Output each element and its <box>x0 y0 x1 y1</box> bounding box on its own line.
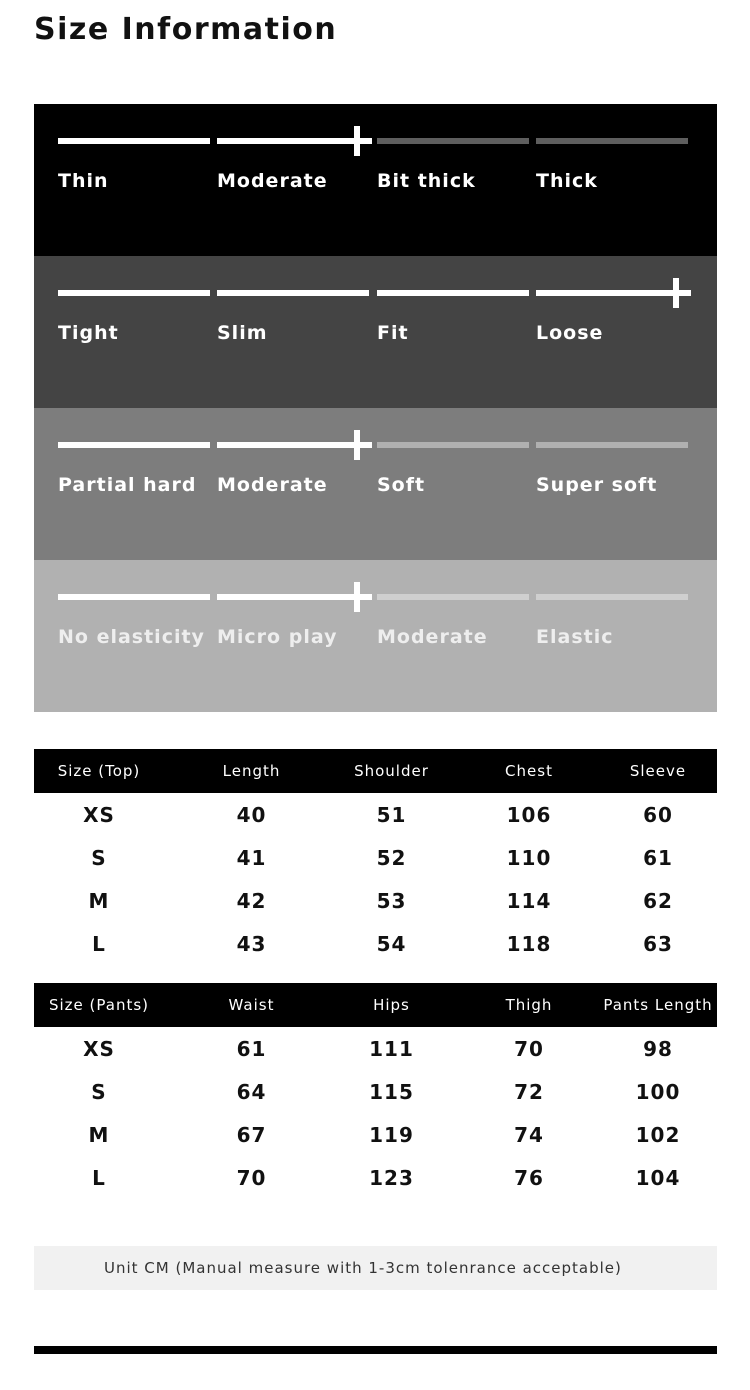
table-cell: 51 <box>376 802 407 827</box>
fabric-attributes-panel <box>34 104 717 712</box>
table-cell: S <box>91 845 107 870</box>
header-cell: Pants Length <box>603 996 713 1014</box>
table-cell: 123 <box>369 1165 414 1190</box>
option-label: Loose <box>536 322 604 344</box>
table-cell: 61 <box>643 845 673 870</box>
option-label: Slim <box>217 322 268 344</box>
table-cell: 110 <box>506 845 552 870</box>
header-cell: Size (Pants) <box>48 996 150 1014</box>
table-cell: M <box>88 888 110 913</box>
table-cell: 52 <box>376 845 407 870</box>
table-cell: 60 <box>643 802 673 827</box>
fit-option-slim <box>217 256 369 408</box>
table-cell: 98 <box>643 1036 673 1061</box>
option-label: Thick <box>536 170 598 192</box>
table-cell: 41 <box>236 845 267 870</box>
table-cell: 102 <box>635 1122 681 1147</box>
option-label: Soft <box>377 474 426 496</box>
scale-bar <box>536 594 688 600</box>
elasticity-option-elastic <box>536 560 688 712</box>
header-cell: Shoulder <box>354 762 429 780</box>
softness-option-soft <box>377 408 529 560</box>
table-cell: 54 <box>376 931 407 956</box>
table-cell: 100 <box>635 1079 681 1104</box>
scale-bar <box>536 442 688 448</box>
table-cell: 63 <box>643 931 673 956</box>
table-cell: 118 <box>506 931 552 956</box>
thickness-option-bit-thick <box>377 104 529 256</box>
option-label: Moderate <box>377 626 488 648</box>
fit-option-fit <box>377 256 529 408</box>
thickness-option-moderate <box>217 104 369 256</box>
table-header <box>34 749 717 793</box>
divider <box>34 1346 717 1354</box>
table-cell: S <box>91 1079 107 1104</box>
fit-option-tight <box>58 256 210 408</box>
softness-option-super-soft <box>536 408 688 560</box>
table-row <box>34 1156 717 1199</box>
scale-bar <box>58 442 210 448</box>
table-cell: 115 <box>369 1079 414 1104</box>
elasticity-row <box>34 560 717 712</box>
selected-marker-icon <box>342 126 372 156</box>
table-row <box>34 922 717 965</box>
option-label: Moderate <box>217 474 328 496</box>
thickness-option-thin <box>58 104 210 256</box>
table-cell: 74 <box>514 1122 544 1147</box>
selected-marker-icon <box>342 430 372 460</box>
elasticity-option-micro-play <box>217 560 369 712</box>
table-cell: 42 <box>236 888 267 913</box>
header-cell: Hips <box>373 996 410 1014</box>
scale-bar <box>217 290 369 296</box>
table-cell: 76 <box>514 1165 544 1190</box>
selected-marker-icon <box>661 278 691 308</box>
table-cell: 111 <box>369 1036 414 1061</box>
table-cell: L <box>92 931 106 956</box>
header-cell: Thigh <box>505 996 553 1014</box>
table-header <box>34 983 717 1027</box>
table-cell: L <box>92 1165 106 1190</box>
top-size-table <box>34 749 717 965</box>
option-label: Partial hard <box>58 474 197 496</box>
softness-option-partial-hard <box>58 408 210 560</box>
option-label: Fit <box>377 322 409 344</box>
scale-bar <box>377 442 529 448</box>
table-row <box>34 1113 717 1156</box>
table-cell: 67 <box>236 1122 267 1147</box>
scale-bar <box>536 138 688 144</box>
selected-marker-icon <box>342 582 372 612</box>
measurement-note <box>34 1246 717 1290</box>
table-cell: 61 <box>236 1036 267 1061</box>
option-label: Thin <box>58 170 109 192</box>
header-cell: Length <box>222 762 281 780</box>
page-title: Size Information <box>34 12 338 47</box>
table-row <box>34 1027 717 1070</box>
table-row <box>34 793 717 836</box>
table-cell: 43 <box>236 931 267 956</box>
scale-bar <box>377 594 529 600</box>
table-cell: 40 <box>236 802 267 827</box>
table-cell: XS <box>83 802 115 827</box>
table-row <box>34 879 717 922</box>
pants-size-table <box>34 983 717 1199</box>
table-cell: XS <box>83 1036 115 1061</box>
thickness-option-thick <box>536 104 688 256</box>
table-cell: 70 <box>514 1036 544 1061</box>
table-cell: 119 <box>369 1122 414 1147</box>
table-cell: 106 <box>506 802 552 827</box>
scale-bar <box>58 594 210 600</box>
softness-option-moderate <box>217 408 369 560</box>
table-cell: 104 <box>635 1165 681 1190</box>
option-label: Super soft <box>536 474 658 496</box>
scale-bar <box>377 138 529 144</box>
option-label: Bit thick <box>377 170 476 192</box>
table-cell: 62 <box>643 888 673 913</box>
header-cell: Size (Top) <box>57 762 141 780</box>
softness-row <box>34 408 717 560</box>
header-cell: Waist <box>228 996 275 1014</box>
table-cell: 72 <box>514 1079 544 1104</box>
option-label: Moderate <box>217 170 328 192</box>
scale-bar <box>58 290 210 296</box>
table-row <box>34 836 717 879</box>
table-cell: 53 <box>376 888 407 913</box>
elasticity-option-none <box>58 560 210 712</box>
note-text: Unit CM (Manual measure with 1-3cm tolenrance acceptable) <box>104 1259 622 1277</box>
table-cell: 114 <box>506 888 552 913</box>
table-row <box>34 1070 717 1113</box>
table-cell: 64 <box>236 1079 267 1104</box>
elasticity-option-moderate <box>377 560 529 712</box>
header-cell: Chest <box>505 762 553 780</box>
option-label: No elasticity <box>58 626 205 648</box>
option-label: Tight <box>58 322 119 344</box>
table-cell: M <box>88 1122 110 1147</box>
header-cell: Sleeve <box>629 762 687 780</box>
fit-row <box>34 256 717 408</box>
scale-bar <box>377 290 529 296</box>
option-label: Micro play <box>217 626 338 648</box>
thickness-row <box>34 104 717 256</box>
table-cell: 70 <box>236 1165 267 1190</box>
scale-bar <box>58 138 210 144</box>
fit-option-loose <box>536 256 688 408</box>
option-label: Elastic <box>536 626 614 648</box>
